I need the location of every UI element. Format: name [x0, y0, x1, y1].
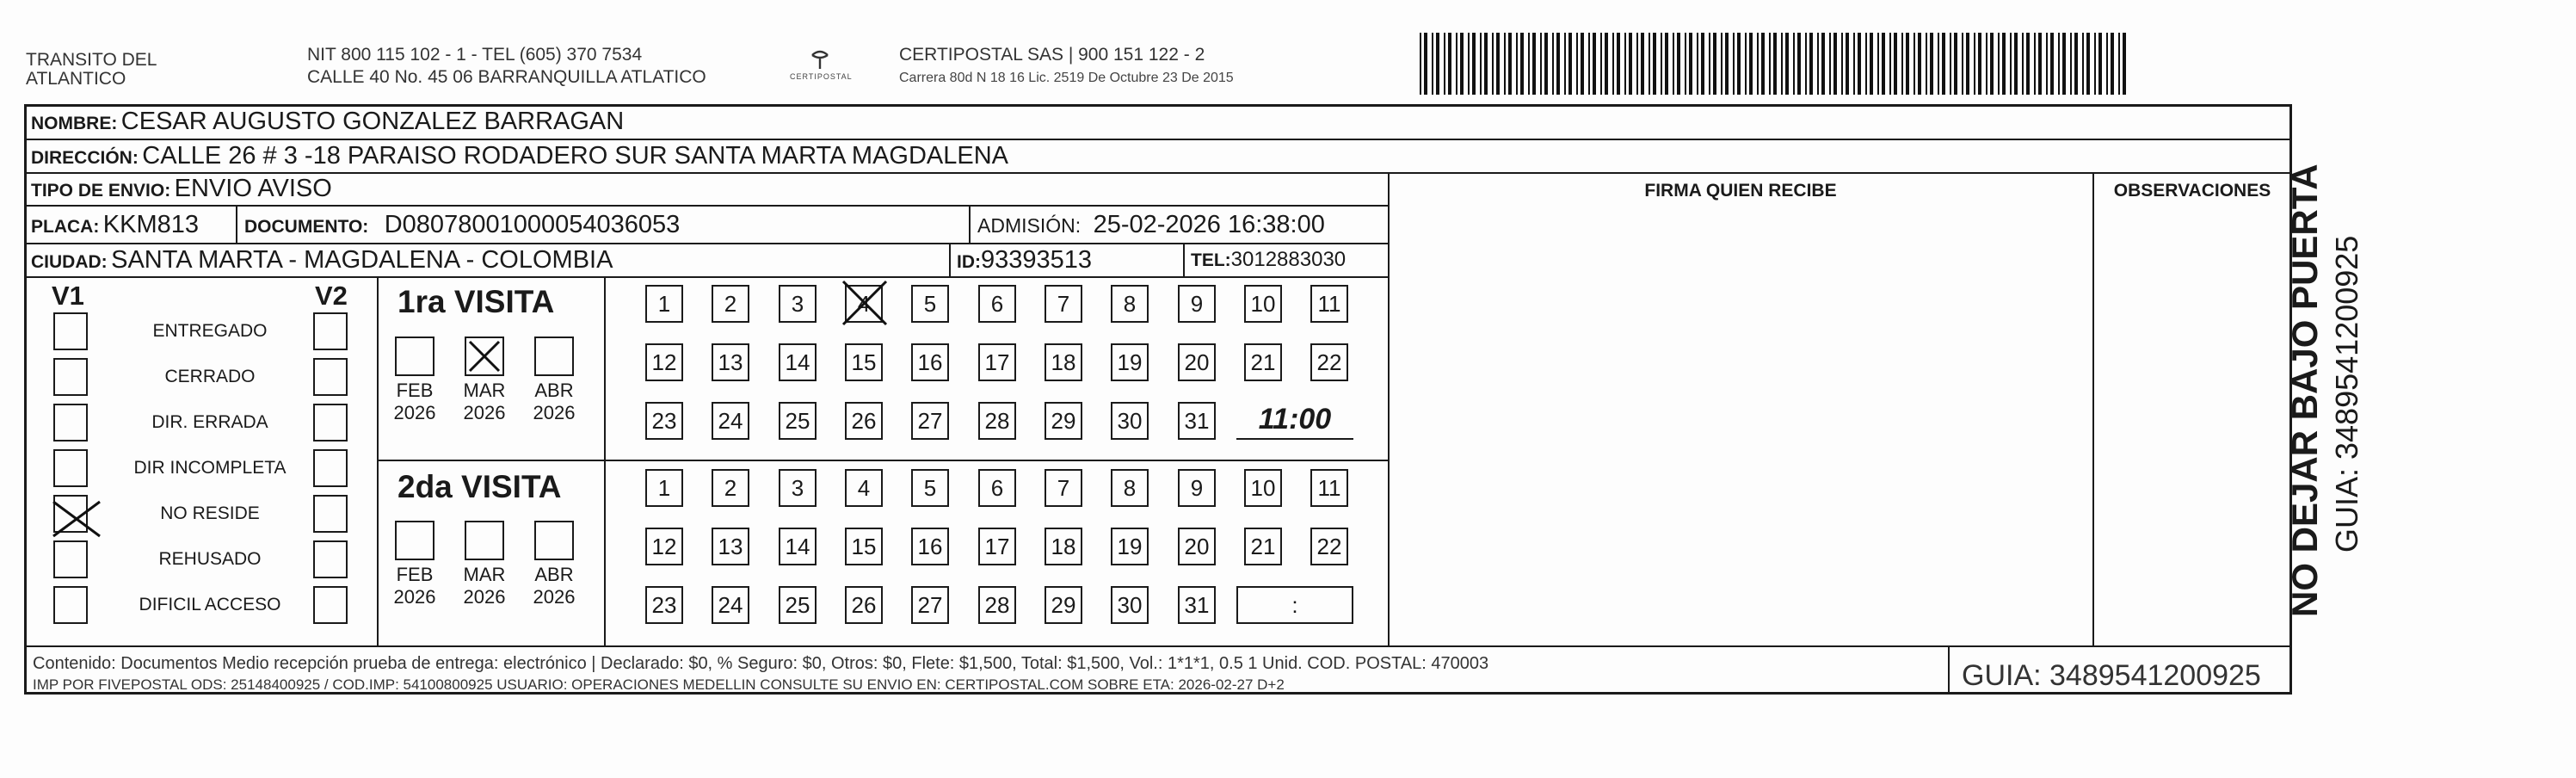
second-visit-day-1[interactable]: 1 — [645, 469, 683, 507]
first-visit-day-4[interactable]: 4 — [845, 285, 883, 323]
second-visit-day-14[interactable]: 14 — [779, 528, 817, 565]
second-visit-day-19[interactable]: 19 — [1111, 528, 1149, 565]
v2-checkbox-dir-errada[interactable] — [313, 404, 348, 441]
status-label-dificil-acceso: DIFICIL ACCESO — [139, 595, 281, 614]
second-visit-day-28[interactable]: 28 — [978, 586, 1016, 624]
first-visit-day-1[interactable]: 1 — [645, 285, 683, 323]
v1-checkbox-dir-errada[interactable] — [53, 404, 88, 441]
logo-text: CERTIPOSTAL — [790, 72, 853, 81]
v1-checkbox-dir-incompleta[interactable] — [53, 449, 88, 487]
second-visit-month-checkbox-mar[interactable] — [465, 521, 504, 560]
second-visit-day-5[interactable]: 5 — [911, 469, 949, 507]
first-visit-day-24[interactable]: 24 — [712, 402, 749, 440]
second-visit-day-26[interactable]: 26 — [845, 586, 883, 624]
second-visit-month-label-abr: ABR 2026 — [533, 564, 576, 608]
first-visit-day-7[interactable]: 7 — [1045, 285, 1082, 323]
v2-checkbox-no-reside[interactable] — [313, 495, 348, 533]
first-visit-day-2[interactable]: 2 — [712, 285, 749, 323]
first-visit-day-11[interactable]: 11 — [1310, 285, 1348, 323]
check-mark-icon — [841, 280, 888, 336]
second-visit-day-8[interactable]: 8 — [1111, 469, 1149, 507]
second-visit-day-2[interactable]: 2 — [712, 469, 749, 507]
first-visit-day-15[interactable]: 15 — [845, 343, 883, 381]
courier-company: CERTIPOSTAL SAS | 900 151 122 - 2 — [899, 45, 1205, 65]
second-visit-day-30[interactable]: 30 — [1111, 586, 1149, 624]
plate-label: PLACA: — [31, 217, 100, 237]
second-visit-day-4[interactable]: 4 — [845, 469, 883, 507]
shipment-type: ENVIO AVISO — [174, 175, 332, 202]
recipient-address: CALLE 26 # 3 -18 PARAISO RODADERO SUR SANTA MARTA MAGDALENA — [142, 142, 1009, 170]
first-visit-day-5[interactable]: 5 — [911, 285, 949, 323]
courier-address: Carrera 80d N 18 16 Lic. 2519 De Octubre 23 De 2015 — [899, 71, 1234, 85]
side-guide-number: GUIA: 3489541200925 — [2329, 235, 2364, 553]
status-label-rehusado: REHUSADO — [158, 549, 262, 569]
document-label: DOCUMENTO: — [244, 217, 369, 237]
sender-name-line2: ATLANTICO — [26, 69, 126, 89]
second-visit-day-21[interactable]: 21 — [1244, 528, 1282, 565]
first-visit-day-25[interactable]: 25 — [779, 402, 817, 440]
second-visit-day-7[interactable]: 7 — [1045, 469, 1082, 507]
footer-guide-number: GUIA: 3489541200925 — [1962, 659, 2261, 692]
first-visit-day-8[interactable]: 8 — [1111, 285, 1149, 323]
second-visit-time-box[interactable]: : — [1236, 586, 1353, 624]
document-cell — [244, 208, 680, 245]
second-visit-day-6[interactable]: 6 — [978, 469, 1016, 507]
v1-checkbox-cerrado[interactable] — [53, 358, 88, 396]
status-label-dir-incompleta: DIR INCOMPLETA — [133, 458, 287, 478]
second-visit-day-12[interactable]: 12 — [645, 528, 683, 565]
tel-value: 3012883030 — [1230, 248, 1347, 271]
first-visit-day-19[interactable]: 19 — [1111, 343, 1149, 381]
first-visit-day-9[interactable]: 9 — [1178, 285, 1216, 323]
first-visit-month-checkbox-feb[interactable] — [395, 337, 434, 376]
status-label-entregado: ENTREGADO — [152, 321, 268, 341]
second-visit-day-29[interactable]: 29 — [1045, 586, 1082, 624]
barcode — [1420, 33, 2130, 99]
status-label-no-reside: NO RESIDE — [160, 503, 260, 523]
v2-checkbox-rehusado[interactable] — [313, 540, 348, 578]
v1-checkbox-dificil-acceso[interactable] — [53, 586, 88, 624]
first-visit-day-17[interactable]: 17 — [978, 343, 1016, 381]
print-info: IMP POR FIVEPOSTAL ODS: 25148400925 / COD.IMP: 54100800925 USUARIO: OPERACIONES MEDELLIN CONSULTE SU ENVIO EN: CERTIPOSTAL.COM SOBRE ETA: 2026-02-27 D+2 — [33, 676, 1285, 693]
first-visit-month-label-feb: FEB 2026 — [393, 380, 436, 423]
sender-nit: NIT 800 115 102 - 1 - TEL (605) 370 7534 — [307, 45, 643, 65]
address-label: DIRECCIÓN: — [31, 148, 139, 168]
first-visit-day-3[interactable]: 3 — [779, 285, 817, 323]
city-label: CIUDAD: — [31, 252, 108, 272]
id-cell — [957, 244, 1092, 281]
second-visit-day-23[interactable]: 23 — [645, 586, 683, 624]
second-visit-day-11[interactable]: 11 — [1310, 469, 1348, 507]
id-label: ID: — [957, 252, 981, 272]
second-visit-day-24[interactable]: 24 — [712, 586, 749, 624]
first-visit-day-18[interactable]: 18 — [1045, 343, 1082, 381]
first-visit-day-30[interactable]: 30 — [1111, 402, 1149, 440]
check-mark-icon — [468, 340, 501, 377]
second-visit-day-15[interactable]: 15 — [845, 528, 883, 565]
second-visit-month-label-feb: FEB 2026 — [393, 564, 436, 608]
shipment-type-row — [31, 172, 332, 209]
tel-cell — [1191, 244, 1346, 279]
second-visit-day-3[interactable]: 3 — [779, 469, 817, 507]
first-visit-time-box[interactable]: 11:00 — [1236, 402, 1353, 440]
content-description: Contenido: Documentos Medio recepción prueba de entrega: electrónico | Declarado: $0, % Seguro: $0, Otros: $0, Flete: $1,500, Total: $1,500, Vol.: 1*1*1, 0.5 1 Unid. COD. POSTAL: 470003 — [33, 654, 1489, 673]
admission-cell — [977, 208, 1325, 245]
first-visit-title: 1ra VISITA — [397, 284, 555, 319]
recipient-name-row — [31, 105, 624, 142]
first-visit-month-checkbox-abr[interactable] — [534, 337, 574, 376]
tel-label: TEL: — [1191, 250, 1231, 270]
first-visit-month-checkbox-mar[interactable] — [465, 337, 504, 376]
second-visit-month-checkbox-feb[interactable] — [395, 521, 434, 560]
check-mark-icon — [52, 500, 102, 542]
first-visit-day-29[interactable]: 29 — [1045, 402, 1082, 440]
sender-address: CALLE 40 No. 45 06 BARRANQUILLA ATLATICO — [307, 67, 706, 87]
second-visit-day-16[interactable]: 16 — [911, 528, 949, 565]
admission-label: ADMISIÓN: — [977, 214, 1082, 237]
second-visit-day-20[interactable]: 20 — [1178, 528, 1216, 565]
v2-checkbox-dir-incompleta[interactable] — [313, 449, 348, 487]
recipient-address-row — [31, 139, 1008, 176]
first-visit-day-31[interactable]: 31 — [1178, 402, 1216, 440]
recipient-name: CESAR AUGUSTO GONZALEZ BARRAGAN — [120, 108, 625, 135]
document-value: D08078001000054036053 — [384, 211, 681, 238]
v1-checkbox-no-reside[interactable] — [53, 495, 88, 533]
plate-cell — [31, 208, 199, 245]
v1-checkbox-rehusado[interactable] — [53, 540, 88, 578]
v2-checkbox-dificil-acceso[interactable] — [313, 586, 348, 624]
status-label-dir-errada: DIR. ERRADA — [151, 412, 268, 432]
first-visit-day-20[interactable]: 20 — [1178, 343, 1216, 381]
v2-checkbox-cerrado[interactable] — [313, 358, 348, 396]
second-visit-day-17[interactable]: 17 — [978, 528, 1016, 565]
no-under-door-warning: NO DEJAR BAJO PUERTA — [2284, 164, 2325, 617]
first-visit-month-label-abr: ABR 2026 — [533, 380, 576, 423]
second-visit-day-18[interactable]: 18 — [1045, 528, 1082, 565]
second-visit-day-10[interactable]: 10 — [1244, 469, 1282, 507]
city-value: SANTA MARTA - MAGDALENA - COLOMBIA — [111, 246, 613, 274]
observations-column-header: OBSERVACIONES — [2113, 181, 2271, 201]
v2-checkbox-entregado[interactable] — [313, 312, 348, 350]
first-visit-day-26[interactable]: 26 — [845, 402, 883, 440]
second-visit-day-9[interactable]: 9 — [1178, 469, 1216, 507]
first-visit-day-27[interactable]: 27 — [911, 402, 949, 440]
plate-value: KKM813 — [102, 211, 200, 238]
first-visit-day-28[interactable]: 28 — [978, 402, 1016, 440]
first-visit-day-10[interactable]: 10 — [1244, 285, 1282, 323]
v1-header: V1 — [52, 281, 84, 311]
first-visit-day-22[interactable]: 22 — [1310, 343, 1348, 381]
name-label: NOMBRE: — [31, 114, 118, 133]
second-visit-day-22[interactable]: 22 — [1310, 528, 1348, 565]
second-visit-day-31[interactable]: 31 — [1178, 586, 1216, 624]
signature-column-header: FIRMA QUIEN RECIBE — [1644, 181, 1837, 201]
second-visit-day-25[interactable]: 25 — [779, 586, 817, 624]
first-visit-day-12[interactable]: 12 — [645, 343, 683, 381]
second-visit-month-label-mar: MAR 2026 — [463, 564, 506, 608]
type-label: TIPO DE ENVIO: — [31, 181, 171, 201]
first-visit-day-16[interactable]: 16 — [911, 343, 949, 381]
first-visit-day-6[interactable]: 6 — [978, 285, 1016, 323]
id-value: 93393513 — [981, 246, 1093, 274]
city-cell — [31, 244, 613, 281]
second-visit-month-checkbox-abr[interactable] — [534, 521, 574, 560]
second-visit-title: 2da VISITA — [397, 469, 562, 504]
status-label-cerrado: CERRADO — [164, 367, 256, 386]
v1-checkbox-entregado[interactable] — [53, 312, 88, 350]
sender-name-line1: TRANSITO DEL — [26, 50, 157, 70]
first-visit-day-14[interactable]: 14 — [779, 343, 817, 381]
first-visit-day-23[interactable]: 23 — [645, 402, 683, 440]
second-visit-day-27[interactable]: 27 — [911, 586, 949, 624]
second-visit-day-13[interactable]: 13 — [712, 528, 749, 565]
v2-header: V2 — [315, 281, 348, 311]
first-visit-day-21[interactable]: 21 — [1244, 343, 1282, 381]
first-visit-month-label-mar: MAR 2026 — [463, 380, 506, 423]
admission-value: 25-02-2026 16:38:00 — [1093, 211, 1325, 238]
first-visit-day-13[interactable]: 13 — [712, 343, 749, 381]
